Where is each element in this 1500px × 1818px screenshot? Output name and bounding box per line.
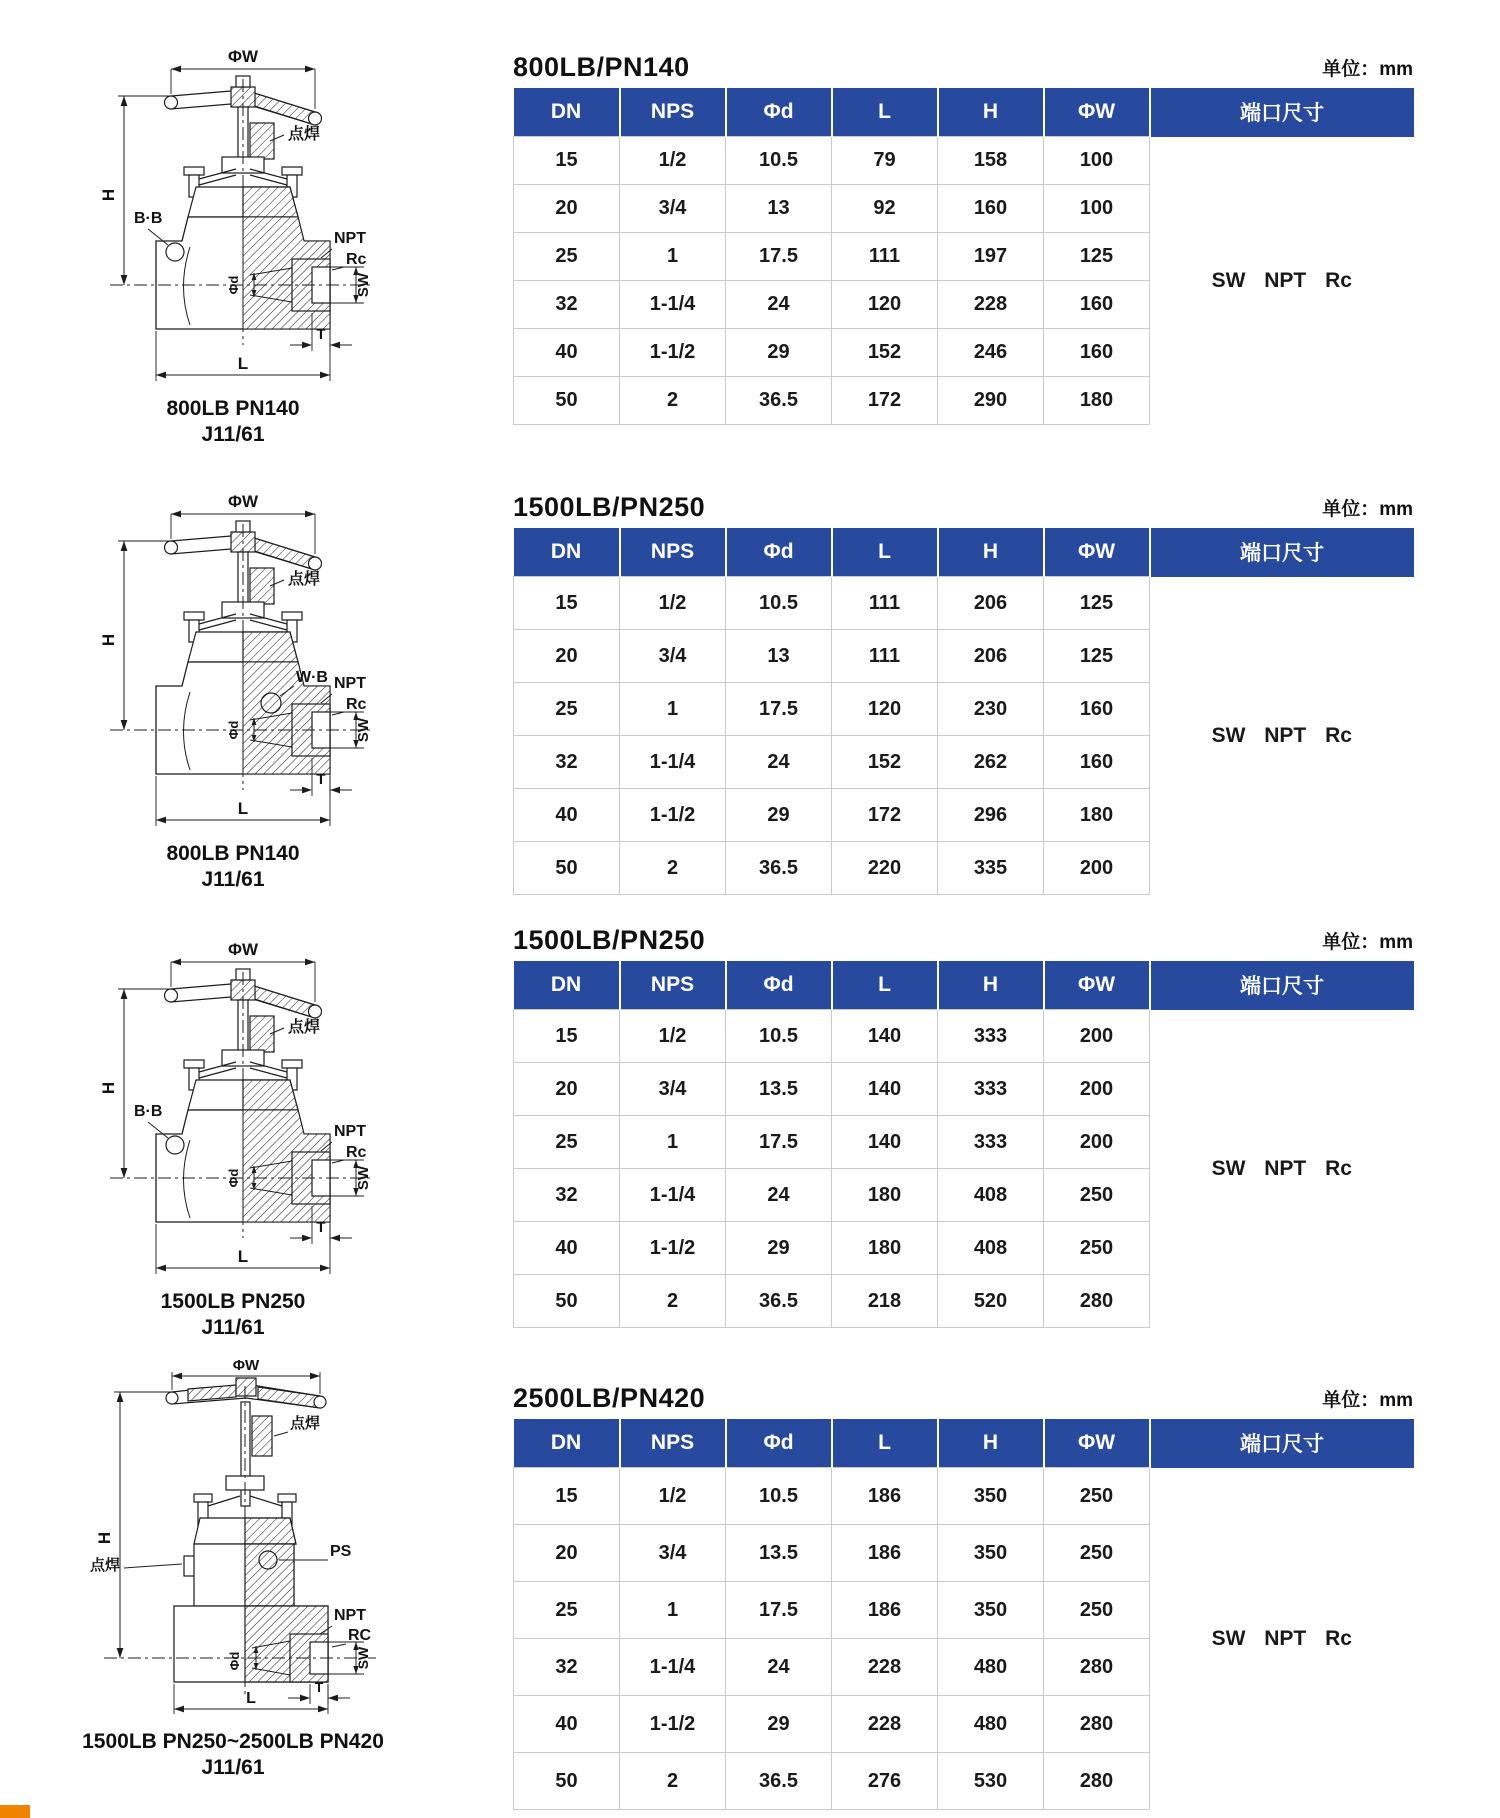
spec-cell: 220 [832,842,938,895]
spec-cell: 3/4 [620,1525,726,1582]
spec-cell: 172 [832,377,938,425]
dim-sw-label: SW [355,1646,371,1670]
column-header: DN [514,961,620,1010]
spec-cell: 186 [832,1468,938,1525]
spec-cell: 20 [514,1063,620,1116]
column-header: DN [514,528,620,577]
spec-cell: 1 [620,1582,726,1639]
spec-cell: 3/4 [620,185,726,233]
spec-cell: 29 [726,1222,832,1275]
spec-section-head [513,52,1413,83]
valve-figure [38,45,428,448]
spec-cell: 246 [938,329,1044,377]
spec-cell: 280 [1044,1696,1150,1753]
spec-cell: 1-1/2 [620,1222,726,1275]
spec-cell: 79 [832,137,938,185]
spec-cell: 100 [1044,137,1150,185]
unit-label: 单位：mm [1322,59,1413,80]
spec-cell: 29 [726,329,832,377]
spec-section-head [513,492,1413,523]
spec-cell: 200 [1044,1010,1150,1063]
spec-cell: 408 [938,1169,1044,1222]
spec-section [513,492,1413,895]
column-header: ΦW [1044,528,1150,577]
spec-cell: 1/2 [620,1010,726,1063]
spec-cell: 206 [938,577,1044,630]
spec-cell: 160 [1044,281,1150,329]
spec-cell: 100 [1044,185,1150,233]
column-header: 端口尺寸 [1150,88,1414,137]
spec-cell: 333 [938,1010,1044,1063]
spec-table-title: 1500LB/PN250 [513,492,706,522]
dim-l-label: L [246,1690,256,1707]
spec-cell: 10.5 [726,1010,832,1063]
dim-h-label: H [99,1081,118,1095]
dim-h-label: H [99,188,118,202]
spec-cell: 206 [938,630,1044,683]
column-header: ΦW [1044,1419,1150,1468]
spec-cell: 350 [938,1525,1044,1582]
spec-cell: 186 [832,1582,938,1639]
column-header: L [832,1419,938,1468]
rc-label: Rc [346,1144,367,1161]
figure-caption-line1: 800LB PN140 [166,842,300,865]
spec-cell: 186 [832,1525,938,1582]
spec-cell: 296 [938,789,1044,842]
spec-cell: 36.5 [726,377,832,425]
spec-cell: 92 [832,185,938,233]
spec-cell: 1-1/4 [620,281,726,329]
column-header: ΦW [1044,961,1150,1010]
spec-cell: 228 [832,1696,938,1753]
spec-cell: 280 [1044,1639,1150,1696]
dim-phi-w-label: ΦW [228,940,258,959]
dim-sw-label: SW [355,272,372,298]
figure-caption-line1: 1500LB PN250 [160,1290,306,1313]
dim-sw-label: SW [355,717,372,743]
dim-phi-d-label: Φd [226,1168,241,1188]
spec-cell: 120 [832,683,938,736]
column-header: NPS [620,88,726,137]
dim-l-label: L [237,799,249,818]
rc-label: Rc [346,251,367,268]
valve-figure [38,490,428,893]
dim-sw-label: SW [355,1165,372,1191]
dim-t-label: T [316,1219,326,1236]
spec-cell: 17.5 [726,1582,832,1639]
spec-cell: 280 [1044,1275,1150,1328]
spec-cell: 3/4 [620,1063,726,1116]
spec-cell: 40 [514,329,620,377]
column-header: NPS [620,1419,726,1468]
table-row [514,577,1414,630]
spec-cell: 120 [832,281,938,329]
spec-cell: 1/2 [620,137,726,185]
figure-caption-line2: J11/61 [201,1756,265,1779]
spec-cell: 25 [514,683,620,736]
spec-cell: 290 [938,377,1044,425]
side-mark-label: PS [330,1543,352,1560]
spec-cell: 1-1/4 [620,1639,726,1696]
spec-cell: 40 [514,1696,620,1753]
spec-cell: 172 [832,789,938,842]
spec-cell: 111 [832,233,938,281]
port-size-cell: SW NPT Rc [1150,1010,1414,1328]
spec-cell: 1/2 [620,577,726,630]
spec-cell: 36.5 [726,842,832,895]
figure-caption [38,1729,428,1781]
spec-cell: 36.5 [726,1753,832,1810]
column-header: ΦW [1044,88,1150,137]
spec-section [513,1383,1413,1810]
spec-cell: 15 [514,1010,620,1063]
spec-cell: 50 [514,377,620,425]
spec-cell: 32 [514,281,620,329]
spec-cell: 140 [832,1063,938,1116]
spec-table [513,1419,1414,1810]
spec-cell: 2 [620,1753,726,1810]
dim-t-label: T [314,1679,324,1695]
spec-cell: 1-1/4 [620,736,726,789]
spec-cell: 40 [514,1222,620,1275]
dim-phi-d-label: Φd [227,1651,242,1671]
spec-cell: 13 [726,185,832,233]
spec-cell: 24 [726,1169,832,1222]
spec-table-title: 2500LB/PN420 [513,1383,706,1413]
dim-phi-d-label: Φd [226,720,241,740]
spec-cell: 520 [938,1275,1044,1328]
valve-figure [38,1358,428,1781]
npt-label: NPT [334,675,366,692]
spec-cell: 350 [938,1468,1044,1525]
spec-cell: 160 [938,185,1044,233]
column-header: Φd [726,528,832,577]
spec-cell: 40 [514,789,620,842]
spec-cell: 333 [938,1116,1044,1169]
spec-cell: 180 [1044,789,1150,842]
port-size-cell: SW NPT Rc [1150,137,1414,425]
figure-caption [38,396,428,448]
spec-cell: 10.5 [726,137,832,185]
spec-cell: 10.5 [726,577,832,630]
dim-h-label: H [99,633,118,647]
dim-phi-w-label: ΦW [228,47,258,66]
spec-cell: 2 [620,842,726,895]
spec-cell: 29 [726,1696,832,1753]
spec-cell: 160 [1044,329,1150,377]
spec-cell: 10.5 [726,1468,832,1525]
spec-cell: 280 [1044,1753,1150,1810]
figure-caption-line2: J11/61 [201,1316,265,1339]
spec-cell: 152 [832,329,938,377]
spec-cell: 1 [620,233,726,281]
rc-label: RC [348,1627,372,1644]
spec-cell: 250 [1044,1582,1150,1639]
spec-section-head [513,1383,1413,1414]
spec-cell: 17.5 [726,1116,832,1169]
unit-label: 单位：mm [1322,932,1413,953]
spec-cell: 140 [832,1116,938,1169]
unit-label: 单位：mm [1322,1390,1413,1411]
spec-cell: 32 [514,1169,620,1222]
npt-label: NPT [334,230,366,247]
spec-table [513,528,1414,895]
dim-l-label: L [237,1247,249,1266]
spec-cell: 13.5 [726,1525,832,1582]
spec-cell: 125 [1044,233,1150,281]
spec-cell: 408 [938,1222,1044,1275]
dim-phi-w-label: ΦW [232,1358,260,1374]
dim-phi-w-label: ΦW [228,492,258,511]
side-mark-label: W·B [296,669,328,686]
spec-cell: 228 [832,1639,938,1696]
spec-table [513,961,1414,1328]
spec-cell: 480 [938,1639,1044,1696]
figure-caption-line2: J11/61 [201,868,265,891]
column-header: L [832,88,938,137]
spec-cell: 17.5 [726,233,832,281]
spec-cell: 13 [726,630,832,683]
figure-caption-line2: J11/61 [201,423,265,446]
valve-drawing [38,938,428,1278]
spec-cell: 1-1/2 [620,329,726,377]
spec-cell: 20 [514,185,620,233]
table-row [514,1468,1414,1525]
column-header: H [938,88,1044,137]
spec-cell: 15 [514,577,620,630]
column-header: Φd [726,961,832,1010]
spec-cell: 29 [726,789,832,842]
column-header: 端口尺寸 [1150,961,1414,1010]
column-header: L [832,528,938,577]
spec-cell: 180 [832,1222,938,1275]
spec-cell: 25 [514,1116,620,1169]
spec-cell: 218 [832,1275,938,1328]
side-mark-label: B·B [134,210,163,227]
npt-label: NPT [334,1607,366,1624]
spec-cell: 32 [514,1639,620,1696]
dim-h-label: H [95,1531,114,1545]
spec-cell: 20 [514,1525,620,1582]
spec-cell: 15 [514,137,620,185]
column-header: L [832,961,938,1010]
spec-cell: 335 [938,842,1044,895]
figure-caption [38,1289,428,1341]
spec-table [513,88,1414,425]
spec-cell: 276 [832,1753,938,1810]
column-header: DN [514,88,620,137]
spec-cell: 24 [726,281,832,329]
column-header: Φd [726,88,832,137]
spot-weld-label-2: 点焊 [90,1557,121,1574]
spec-cell: 125 [1044,630,1150,683]
spec-cell: 1 [620,683,726,736]
dim-t-label: T [316,326,326,343]
spec-cell: 24 [726,736,832,789]
spec-cell: 250 [1044,1468,1150,1525]
spec-cell: 180 [1044,377,1150,425]
spot-weld-label: 点焊 [288,126,321,143]
spec-cell: 36.5 [726,1275,832,1328]
spec-cell: 197 [938,233,1044,281]
spec-cell: 15 [514,1468,620,1525]
valve-drawing [38,1358,428,1718]
column-header: Φd [726,1419,832,1468]
spec-cell: 3/4 [620,630,726,683]
spec-cell: 32 [514,736,620,789]
figure-caption [38,841,428,893]
spec-table-title: 1500LB/PN250 [513,925,706,955]
rc-label: Rc [346,696,367,713]
spec-cell: 111 [832,577,938,630]
spec-cell: 1-1/4 [620,1169,726,1222]
spec-cell: 13.5 [726,1063,832,1116]
side-mark-label: B·B [134,1103,163,1120]
spec-cell: 50 [514,842,620,895]
spec-cell: 50 [514,1275,620,1328]
spec-cell: 228 [938,281,1044,329]
spec-cell: 25 [514,233,620,281]
dim-t-label: T [316,771,326,788]
table-row [514,137,1414,185]
spec-cell: 2 [620,1275,726,1328]
valve-drawing [38,45,428,385]
column-header: DN [514,1419,620,1468]
spec-cell: 50 [514,1753,620,1810]
spec-cell: 152 [832,736,938,789]
spec-cell: 480 [938,1696,1044,1753]
spec-cell: 1 [620,1116,726,1169]
dim-phi-d-label: Φd [226,275,241,295]
spec-cell: 333 [938,1063,1044,1116]
column-header: H [938,1419,1044,1468]
spec-cell: 111 [832,630,938,683]
spec-cell: 158 [938,137,1044,185]
spec-cell: 1-1/2 [620,1696,726,1753]
spec-cell: 1-1/2 [620,789,726,842]
spec-cell: 250 [1044,1525,1150,1582]
spec-cell: 25 [514,1582,620,1639]
figure-caption-line1: 1500LB PN250~2500LB PN420 [82,1730,384,1753]
spec-cell: 350 [938,1582,1044,1639]
port-size-cell: SW NPT Rc [1150,577,1414,895]
spec-section-head [513,925,1413,956]
spot-weld-label: 点焊 [288,1019,321,1036]
spec-cell: 200 [1044,842,1150,895]
figure-caption-line1: 800LB PN140 [166,397,300,420]
port-size-cell: SW NPT Rc [1150,1468,1414,1810]
spec-section [513,52,1413,425]
spec-cell: 160 [1044,736,1150,789]
spec-cell: 24 [726,1639,832,1696]
table-row [514,1010,1414,1063]
column-header: NPS [620,961,726,1010]
spec-cell: 125 [1044,577,1150,630]
spec-section [513,925,1413,1328]
spec-cell: 17.5 [726,683,832,736]
column-header: H [938,528,1044,577]
spec-cell: 20 [514,630,620,683]
spec-cell: 250 [1044,1222,1150,1275]
spec-table-title: 800LB/PN140 [513,52,690,82]
spec-cell: 200 [1044,1063,1150,1116]
spec-cell: 180 [832,1169,938,1222]
spot-weld-label: 点焊 [288,571,321,588]
spec-cell: 262 [938,736,1044,789]
spec-cell: 200 [1044,1116,1150,1169]
npt-label: NPT [334,1123,366,1140]
spec-cell: 2 [620,377,726,425]
spec-cell: 230 [938,683,1044,736]
dim-l-label: L [237,354,249,373]
column-header: 端口尺寸 [1150,1419,1414,1468]
corner-accent [0,1805,30,1818]
unit-label: 单位：mm [1322,499,1413,520]
spec-cell: 1/2 [620,1468,726,1525]
column-header: H [938,961,1044,1010]
spec-cell: 530 [938,1753,1044,1810]
spec-cell: 140 [832,1010,938,1063]
spec-cell: 160 [1044,683,1150,736]
spot-weld-label: 点焊 [290,1415,321,1432]
column-header: 端口尺寸 [1150,528,1414,577]
column-header: NPS [620,528,726,577]
valve-drawing [38,490,428,830]
valve-figure [38,938,428,1341]
spec-cell: 250 [1044,1169,1150,1222]
